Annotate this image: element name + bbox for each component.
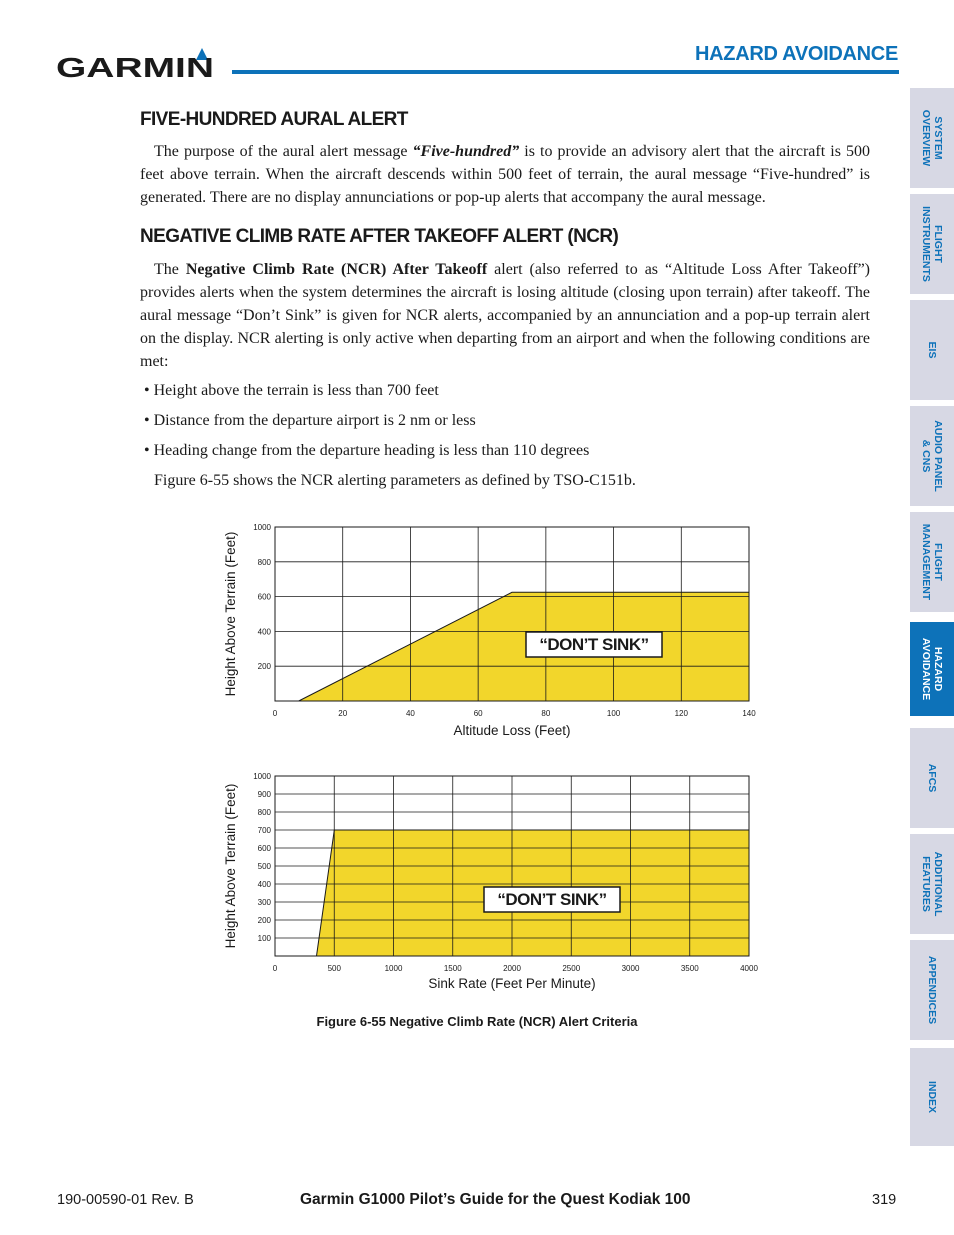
y-tick-label: 200 xyxy=(257,662,271,672)
garmin-logo-text: GARMIN xyxy=(56,52,214,80)
x-axis-label: Sink Rate (Feet Per Minute) xyxy=(428,976,596,991)
y-axis-label: Height Above Terrain (Feet) xyxy=(223,531,238,697)
y-tick-label: 700 xyxy=(257,826,271,835)
chart-sink-rate xyxy=(200,762,780,998)
x-tick-label: 40 xyxy=(405,709,415,718)
y-tick-label: 300 xyxy=(257,898,271,907)
x-tick-label: 20 xyxy=(338,709,348,718)
x-tick-label: 4000 xyxy=(740,964,758,973)
x-tick-label: 2500 xyxy=(562,964,581,973)
tab-label: ADDITIONAL FEATURES xyxy=(920,851,944,917)
tab-flight-management[interactable] xyxy=(910,512,954,612)
section-heading-ncr: NEGATIVE CLIMB RATE AFTER TAKEOFF ALERT (NCR) xyxy=(140,226,619,248)
five-hundred-emphasis: “Five-hundred” xyxy=(412,143,520,160)
tab-appendices[interactable] xyxy=(910,940,954,1040)
list-item: • Distance from the departure airport is 2 nm or less xyxy=(144,412,476,430)
y-tick-label: 500 xyxy=(257,862,271,871)
y-tick-label: 1000 xyxy=(253,523,271,532)
tab-hazard-avoidance[interactable] xyxy=(910,622,954,716)
y-tick-label: 800 xyxy=(257,557,271,567)
y-tick-label: 400 xyxy=(257,880,271,889)
footer-doc-number: 190-00590-01 Rev. B xyxy=(57,1192,194,1208)
y-tick-label: 100 xyxy=(257,934,271,943)
list-item: • Height above the terrain is less than 700 feet xyxy=(144,382,439,400)
tab-afcs[interactable] xyxy=(910,728,954,828)
x-tick-label: 100 xyxy=(606,709,621,718)
tab-additional-features[interactable] xyxy=(910,834,954,934)
x-tick-label: 1000 xyxy=(384,964,403,973)
tab-eis[interactable] xyxy=(910,300,954,400)
x-tick-label: 0 xyxy=(272,964,278,973)
ncr-bold-term: Negative Climb Rate (NCR) After Takeoff xyxy=(185,261,488,279)
x-tick-label: 80 xyxy=(541,709,551,718)
y-axis-label: Height Above Terrain (Feet) xyxy=(223,783,238,949)
tab-label: FLIGHT MANAGEMENT xyxy=(920,523,944,601)
tab-label: EIS xyxy=(926,341,938,359)
x-axis-label: Altitude Loss (Feet) xyxy=(453,723,571,738)
tab-label: APPENDICES xyxy=(926,955,938,1025)
x-tick-label: 1500 xyxy=(443,964,462,973)
section-header: HAZARD AVOIDANCE xyxy=(695,43,898,65)
tab-audio-panel-cns[interactable] xyxy=(910,406,954,506)
tab-flight-instruments[interactable] xyxy=(910,194,954,294)
y-tick-label: 600 xyxy=(257,844,271,853)
x-tick-label: 500 xyxy=(327,964,341,973)
tab-label: AFCS xyxy=(926,763,938,793)
x-tick-label: 2000 xyxy=(503,964,521,973)
y-tick-label: 1000 xyxy=(253,772,271,781)
tab-index[interactable] xyxy=(910,1048,954,1146)
x-tick-label: 3500 xyxy=(680,964,699,973)
paragraph-five-hundred: The purpose of the aural alert message “Five-hundred” is to provide an advisory alert that the aircraft is 500 feet above terrain. When the aircraft descends within 500 feet of terrain, the aural message “Five-hundred” is generated. There are no display annunciations or pop-up alerts that accompany the aural message. xyxy=(140,143,870,206)
footer-title: Garmin G1000 Pilot’s Guide for the Quest Kodiak 100 xyxy=(300,1191,691,1208)
tab-system-overview[interactable] xyxy=(910,88,954,188)
dont-sink-label: “DON’T SINK” xyxy=(497,890,607,909)
tab-label: FLIGHT INSTRUMENTS xyxy=(920,206,944,282)
footer-page-number: 319 xyxy=(872,1192,897,1208)
y-tick-label: 800 xyxy=(257,808,271,817)
list-item: • Heading change from the departure heading is less than 110 degrees xyxy=(144,442,590,460)
chart-altitude-loss xyxy=(200,512,780,752)
garmin-logo xyxy=(56,44,224,80)
x-tick-label: 140 xyxy=(742,709,756,718)
header-rule xyxy=(232,70,899,74)
paragraph-ncr: The Negative Climb Rate (NCR) After Takeoff alert (also referred to as “Altitude Loss After Takeoff”) provides alerts when the system determines the aircraft is losing altitude (closing upon terrain) after takeoff. The aural message “Don’t Sink” is given for NCR alerts, accompanied by an annunciation and a pop-up terrain alert on the display. NCR alerting is only active when departing from an airport and when the following conditions are met: xyxy=(140,261,871,370)
x-tick-label: 0 xyxy=(272,709,278,718)
tab-label: SYSTEM OVERVIEW xyxy=(920,109,944,167)
main-content xyxy=(140,109,870,490)
y-tick-label: 900 xyxy=(257,790,271,799)
section-heading-five-hundred: FIVE-HUNDRED AURAL ALERT xyxy=(140,109,408,130)
tab-label: INDEX xyxy=(926,1080,938,1114)
tab-label: AUDIO PANEL & CNS xyxy=(920,420,944,492)
x-tick-label: 60 xyxy=(473,709,483,718)
y-tick-label: 600 xyxy=(257,592,271,602)
figure-caption: Figure 6-55 Negative Climb Rate (NCR) Alert Criteria xyxy=(316,1014,638,1029)
x-tick-label: 120 xyxy=(674,709,688,718)
y-tick-label: 400 xyxy=(257,627,271,637)
tab-label: HAZARD AVOIDANCE xyxy=(920,637,944,701)
y-tick-label: 200 xyxy=(257,916,271,925)
figure-reference: Figure 6-55 shows the NCR alerting parameters as defined by TSO-C151b. xyxy=(154,472,636,490)
dont-sink-label: “DON’T SINK” xyxy=(539,635,649,654)
x-tick-label: 3000 xyxy=(621,964,640,973)
